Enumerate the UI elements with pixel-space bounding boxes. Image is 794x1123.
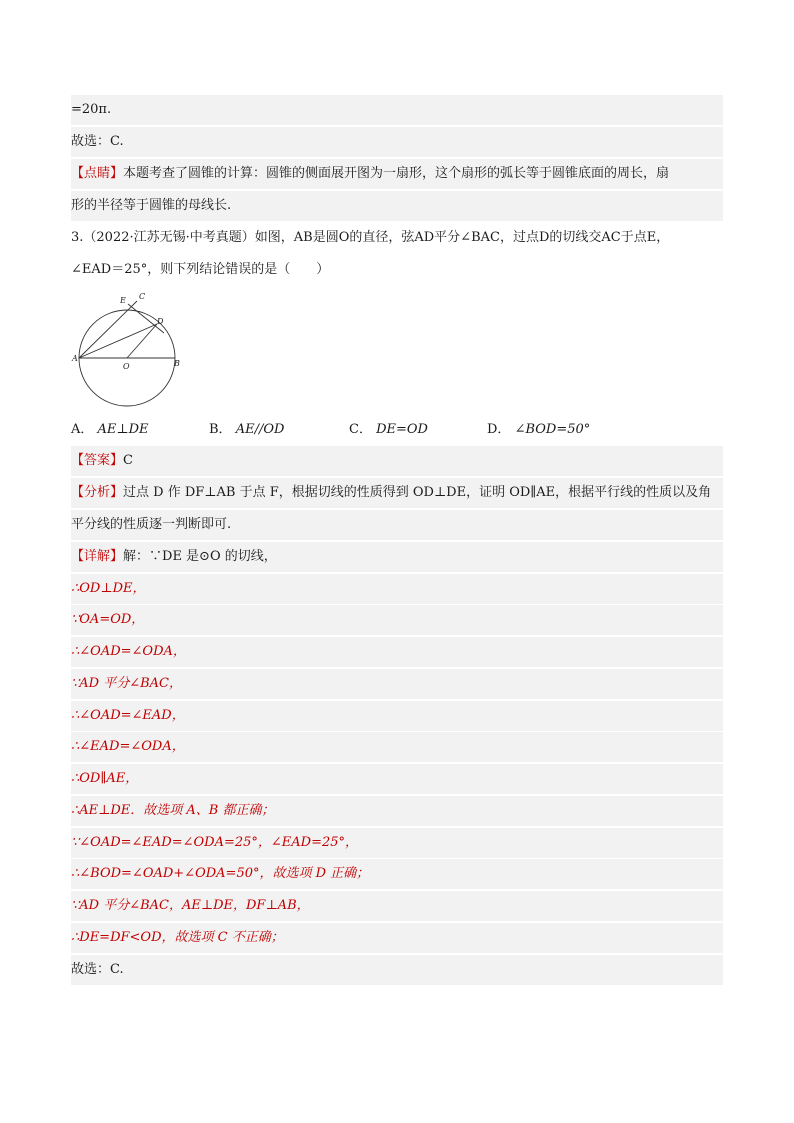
answer-line <box>71 446 723 476</box>
detail-step: ∴DE=DF<OD，故选项 C 不正确； <box>71 923 723 953</box>
option-d: D． ∠BOD=50° <box>487 422 591 437</box>
detail-line-first <box>71 542 723 572</box>
line-ac <box>79 301 137 358</box>
analysis-tag: 【分析】 <box>71 485 124 500</box>
prev-choice-text: 故选：C. <box>71 134 124 149</box>
detail-step: ∴OD∥AE， <box>71 764 723 794</box>
answer-tag: 【答案】 <box>71 453 124 468</box>
detail-step: ∴∠BOD=∠OAD+∠ODA=50°，故选项 D 正确； <box>71 859 723 889</box>
detail-first-text: 解：∵DE 是⊙O 的切线， <box>123 549 277 564</box>
label-e: E <box>120 296 126 305</box>
geometry-figure <box>70 288 190 408</box>
question-number: 3. <box>71 230 84 245</box>
question-source: （2022·江苏无锡·中考真题） <box>83 230 255 245</box>
comment-tag: 【点睛】 <box>71 166 124 181</box>
prev-choice-line <box>71 127 723 157</box>
detail-step-final: 故选：C. <box>71 955 723 985</box>
question-text-2: ∠EAD＝25°，则下列结论错误的是（ ） <box>71 262 330 277</box>
comment-text-1: 本题考查了圆锥的计算：圆锥的侧面展开图为一扇形，这个扇形的弧长等于圆锥底面的周长，扇 <box>123 166 670 181</box>
prev-result-text: =20π. <box>71 102 112 117</box>
prev-comment-line-1 <box>71 159 723 189</box>
circle-diagram <box>70 288 190 408</box>
detail-step: ∵OA=OD， <box>71 605 723 635</box>
label-c: C <box>139 292 146 301</box>
option-c: C． DE=OD <box>349 422 428 437</box>
detail-tag: 【详解】 <box>71 549 124 564</box>
label-d: D <box>157 317 164 326</box>
detail-step: ∴∠OAD=∠ODA， <box>71 637 723 667</box>
prev-result-line <box>71 95 723 125</box>
detail-step: ∴AE⊥DE．故选项 A、B 都正确； <box>71 796 723 826</box>
prev-comment-line-2 <box>71 191 723 221</box>
radius-od <box>127 324 157 358</box>
analysis-line-2 <box>71 510 723 540</box>
chord-ad <box>79 324 157 358</box>
answer-value: C <box>123 453 133 468</box>
label-o: O <box>123 362 130 371</box>
question-line-1 <box>71 223 669 253</box>
analysis-text-2: 平分线的性质逐一判断即可. <box>71 517 232 532</box>
detail-step: ∵AD 平分∠BAC， <box>71 669 723 699</box>
label-a: A <box>72 354 78 363</box>
label-b: B <box>174 359 180 368</box>
detail-step: ∵∠OAD=∠EAD=∠ODA=25°，∠EAD=25°， <box>71 828 723 858</box>
question-line-2 <box>71 255 329 285</box>
analysis-line-1 <box>71 478 723 508</box>
detail-step: ∴∠EAD=∠ODA， <box>71 732 723 762</box>
option-b: B． AE//OD <box>209 422 285 437</box>
option-a: A． AE⊥DE <box>71 422 149 437</box>
question-text-1: 如图，AB是圆O的直径，弦AD平分∠BAC，过点D的切线交AC于点E， <box>254 230 670 245</box>
detail-step: ∴OD⊥DE， <box>71 574 723 604</box>
detail-step: ∴∠OAD=∠EAD， <box>71 701 723 731</box>
comment-text-2: 形的半径等于圆锥的母线长. <box>71 198 232 213</box>
detail-step: ∵AD 平分∠BAC，AE⊥DE，DF⊥AB， <box>71 891 723 921</box>
analysis-text-1: 过点 D 作 DF⊥AB 于点 F，根据切线的性质得到 OD⊥DE，证明 OD∥AE，根据平行线的性质以及角 <box>123 485 712 500</box>
